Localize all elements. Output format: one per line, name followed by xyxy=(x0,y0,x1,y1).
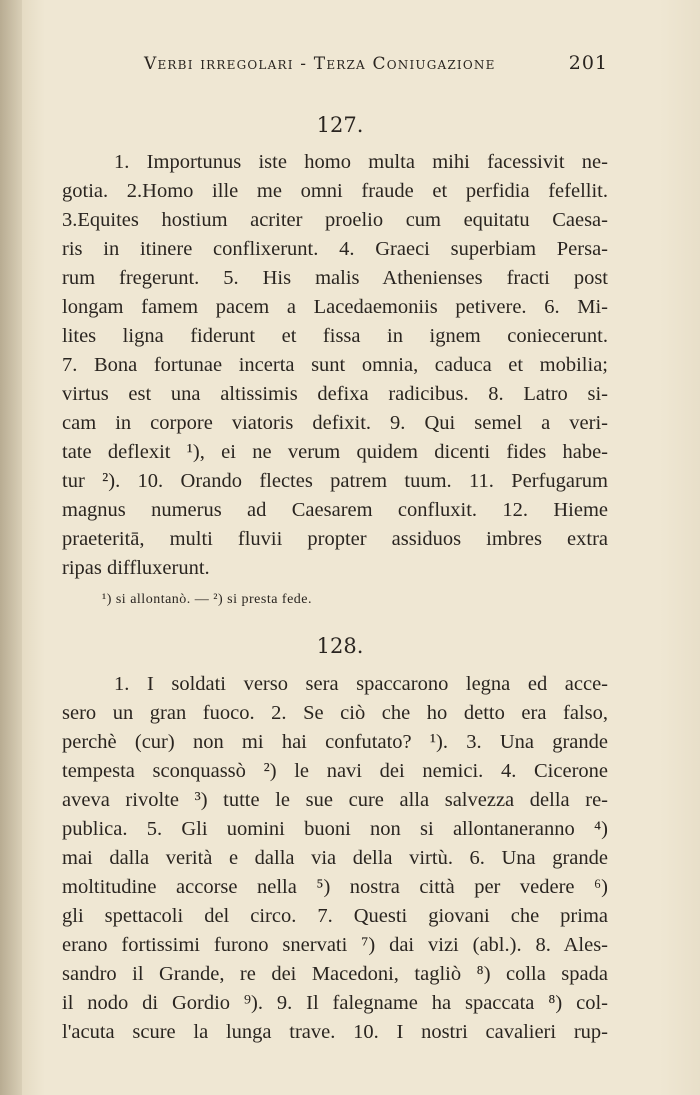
text-line: tur ²). 10. Orando flectes patrem tuum. 11. Perfugarum xyxy=(62,470,608,492)
text-line: aveva rivolte ³) tutte le sue cure alla salvezza della re- xyxy=(62,789,608,811)
text-line: mai dalla verità e dalla via della virtù. 6. Una grande xyxy=(62,847,608,869)
exercise-number-127: 127. xyxy=(316,113,364,137)
text-line: cam in corpore viatoris defixit. 9. Qui semel a veri- xyxy=(62,412,608,434)
text-line: 1. I soldati verso sera spaccarono legna ed acce- xyxy=(114,673,608,695)
page-number: 201 xyxy=(568,52,608,74)
text-line: gotia. 2.Homo ille me omni fraude et perfidia fefellit. xyxy=(62,180,608,202)
footnote: ¹) si allontanò. — ²) si presta fede. xyxy=(102,592,313,607)
text-line: perchè (cur) non mi hai confutato? ¹). 3. Una grande xyxy=(62,731,608,753)
page-spine-shadow xyxy=(0,0,22,1095)
exercise-127-text xyxy=(62,148,608,583)
text-line: publica. 5. Gli uomini buoni non si allontaneranno ⁴) xyxy=(62,818,608,840)
text-line: 7. Bona fortunae incerta sunt omnia, caduca et mobilia; xyxy=(62,354,608,376)
text-line: tempesta sconquassò ²) le navi dei nemici. 4. Cicerone xyxy=(62,760,608,782)
running-title: Verbi irregolari - Terza Coniugazione xyxy=(144,54,496,74)
text-line: l'acuta scure la lunga trave. 10. I nostri cavalieri rup- xyxy=(62,1021,608,1043)
text-line: 1. Importunus iste homo multa mihi facessivit ne- xyxy=(114,151,608,173)
text-line: erano fortissimi furono snervati ⁷) dai vizi (abl.). 8. Ales- xyxy=(62,934,608,956)
text-line: ripas diffluxerunt. xyxy=(62,557,210,579)
text-line: magnus numerus ad Caesarem confluxit. 12. Hieme xyxy=(62,499,608,521)
exercise-128-text xyxy=(62,670,608,1047)
text-line: tate deflexit ¹), ei ne verum quidem dicenti fides habe- xyxy=(62,441,608,463)
text-line: praeteritā, multi fluvii propter assiduos imbres extra xyxy=(62,528,608,550)
text-line: sero un gran fuoco. 2. Se ciò che ho detto era falso, xyxy=(62,702,608,724)
text-line: rum fregerunt. 5. His malis Athenienses fracti post xyxy=(62,267,608,289)
text-line: virtus est una altissimis defixa radicibus. 8. Latro si- xyxy=(62,383,608,405)
page-header xyxy=(60,50,608,78)
text-line: 3.Equites hostium acriter proelio cum equitatu Caesa- xyxy=(62,209,608,231)
text-line: ris in itinere conflixerunt. 4. Graeci superbiam Persa- xyxy=(62,238,608,260)
text-line: il nodo di Gordio ⁹). 9. Il falegname ha spaccata ⁸) col- xyxy=(62,992,608,1014)
text-line: longam famem pacem a Lacedaemoniis petivere. 6. Mi- xyxy=(62,296,608,318)
text-line: moltitudine accorse nella ⁵) nostra città per vedere ⁶) xyxy=(62,876,608,898)
exercise-number-128: 128. xyxy=(316,634,364,658)
text-line: lites ligna fiderunt et fissa in ignem coniecerunt. xyxy=(62,325,608,347)
text-line: sandro il Grande, re dei Macedoni, tagliò ⁸) colla spada xyxy=(62,963,608,985)
text-line: gli spettacoli del circo. 7. Questi giovani che prima xyxy=(62,905,608,927)
